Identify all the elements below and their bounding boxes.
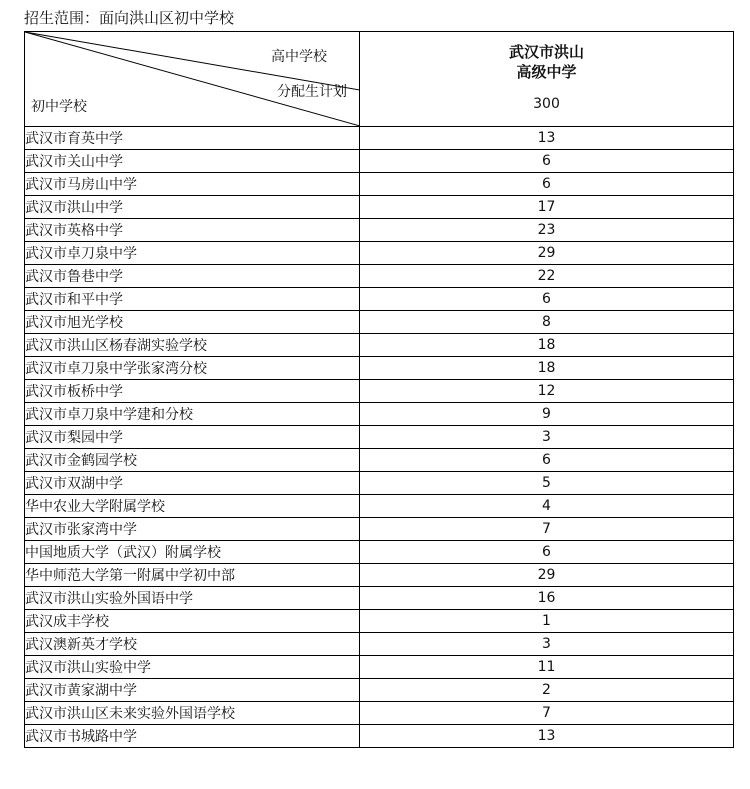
school-name-cell: 武汉市英格中学 <box>25 219 360 242</box>
quota-cell: 23 <box>360 219 734 242</box>
school-name-cell: 武汉市金鹤园学校 <box>25 449 360 472</box>
diagonal-header-cell <box>25 32 360 127</box>
school-name-cell: 武汉市旭光学校 <box>25 311 360 334</box>
table-row <box>25 173 734 196</box>
school-name-cell: 华中农业大学附属学校 <box>25 495 360 518</box>
school-name-cell: 华中师范大学第一附属中学初中部 <box>25 564 360 587</box>
quota-cell: 8 <box>360 311 734 334</box>
table-body <box>25 127 734 748</box>
quota-cell: 13 <box>360 127 734 150</box>
school-name-cell: 武汉市关山中学 <box>25 150 360 173</box>
quota-cell: 6 <box>360 449 734 472</box>
quota-plan-label: 分配生计划 <box>277 84 347 100</box>
table-row <box>25 127 734 150</box>
school-name-cell: 武汉市板桥中学 <box>25 380 360 403</box>
table-row <box>25 403 734 426</box>
school-name-cell: 武汉市马房山中学 <box>25 173 360 196</box>
table-row <box>25 702 734 725</box>
total-quota: 300 <box>533 96 560 112</box>
school-name-cell: 武汉市洪山实验中学 <box>25 656 360 679</box>
quota-cell: 12 <box>360 380 734 403</box>
quota-cell: 3 <box>360 633 734 656</box>
table-row <box>25 242 734 265</box>
school-name-cell: 武汉市黄家湖中学 <box>25 679 360 702</box>
quota-cell: 4 <box>360 495 734 518</box>
school-name-cell: 武汉市卓刀泉中学 <box>25 242 360 265</box>
table-row <box>25 426 734 449</box>
table-row <box>25 564 734 587</box>
quota-cell: 13 <box>360 725 734 748</box>
school-name-cell: 武汉澳新英才学校 <box>25 633 360 656</box>
table-row <box>25 725 734 748</box>
high-school-label: 高中学校 <box>271 49 327 65</box>
school-name-cell: 武汉市梨园中学 <box>25 426 360 449</box>
quota-cell: 29 <box>360 242 734 265</box>
quota-cell: 18 <box>360 334 734 357</box>
school-name-cell: 武汉市卓刀泉中学建和分校 <box>25 403 360 426</box>
table-row <box>25 472 734 495</box>
school-name-cell: 武汉市洪山实验外国语中学 <box>25 587 360 610</box>
table-row <box>25 518 734 541</box>
quota-cell: 29 <box>360 564 734 587</box>
table-row <box>25 196 734 219</box>
caption: 招生范围：面向洪山区初中学校 <box>24 9 235 27</box>
table-row <box>25 150 734 173</box>
school-name-cell: 武汉市卓刀泉中学张家湾分校 <box>25 357 360 380</box>
school-name-cell: 武汉市和平中学 <box>25 288 360 311</box>
school-name-cell: 中国地质大学（武汉）附属学校 <box>25 541 360 564</box>
table-row <box>25 449 734 472</box>
quota-cell: 7 <box>360 702 734 725</box>
quota-cell: 6 <box>360 541 734 564</box>
header-row <box>25 32 734 127</box>
table-row <box>25 311 734 334</box>
quota-cell: 7 <box>360 518 734 541</box>
quota-cell: 17 <box>360 196 734 219</box>
quota-cell: 3 <box>360 426 734 449</box>
quota-cell: 22 <box>360 265 734 288</box>
table-row <box>25 265 734 288</box>
table-row <box>25 587 734 610</box>
quota-cell: 6 <box>360 150 734 173</box>
quota-cell: 5 <box>360 472 734 495</box>
table-row <box>25 219 734 242</box>
table-row <box>25 679 734 702</box>
junior-school-label: 初中学校 <box>31 99 87 115</box>
school-name-cell: 武汉市书城路中学 <box>25 725 360 748</box>
school-name-cell: 武汉市洪山中学 <box>25 196 360 219</box>
quota-cell: 18 <box>360 357 734 380</box>
table-row <box>25 288 734 311</box>
quota-cell: 1 <box>360 610 734 633</box>
school-name-cell: 武汉市洪山区未来实验外国语学校 <box>25 702 360 725</box>
table-row <box>25 633 734 656</box>
quota-cell: 16 <box>360 587 734 610</box>
table-row <box>25 610 734 633</box>
school-name-cell: 武汉市张家湾中学 <box>25 518 360 541</box>
quota-cell: 6 <box>360 173 734 196</box>
allocation-table <box>24 31 734 748</box>
table-row <box>25 495 734 518</box>
quota-cell: 2 <box>360 679 734 702</box>
table-row <box>25 380 734 403</box>
quota-cell: 11 <box>360 656 734 679</box>
target-school-name-line2: 高级中学 <box>516 63 577 81</box>
table-row <box>25 357 734 380</box>
table-row <box>25 541 734 564</box>
table-row <box>25 334 734 357</box>
school-name-cell: 武汉市鲁巷中学 <box>25 265 360 288</box>
school-name-cell: 武汉市育英中学 <box>25 127 360 150</box>
school-name-cell: 武汉市双湖中学 <box>25 472 360 495</box>
school-name-cell: 武汉成丰学校 <box>25 610 360 633</box>
quota-cell: 9 <box>360 403 734 426</box>
target-school-header <box>360 32 734 127</box>
target-school-name-line1: 武汉市洪山 <box>508 43 584 61</box>
table-row <box>25 656 734 679</box>
school-name-cell: 武汉市洪山区杨春湖实验学校 <box>25 334 360 357</box>
quota-cell: 6 <box>360 288 734 311</box>
